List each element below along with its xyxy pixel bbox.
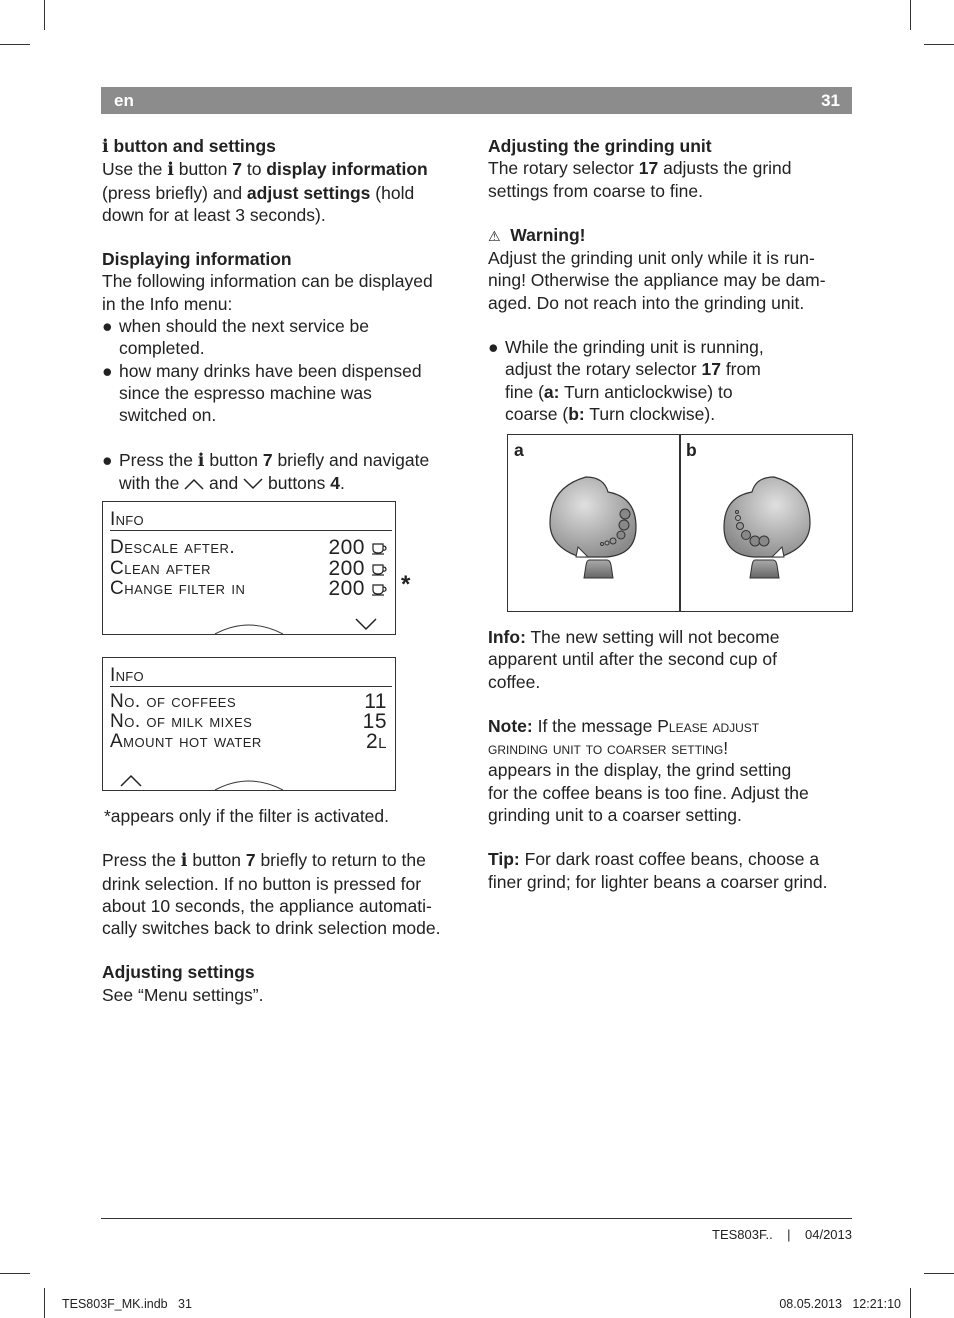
heading-displaying-information: Displaying information [102, 249, 292, 270]
right-column [488, 135, 858, 425]
heading-grinding-unit: Adjusting the grinding unit [488, 136, 712, 156]
warning-title: ⚠ Warning! [488, 224, 586, 245]
figure-a [507, 434, 681, 612]
left-column [102, 135, 467, 494]
rotary-selector-coarse-icon [680, 435, 852, 611]
footer-rule [101, 1218, 852, 1219]
list-item: ● how many drinks have been dispensed since the espresso machine was switched on. [102, 360, 422, 426]
footer-info: TES803F.. | 04/2013 [712, 1227, 852, 1242]
info-i-icon: i [180, 851, 188, 872]
chevron-up-icon [184, 478, 204, 490]
info-i-icon: i [102, 137, 109, 157]
note-paragraph: Note: If the message Please adjust grinding unit to coarser setting! appears in the display, the grind setting for the coffee beans is too fine. Adjust the grinding unit to a coarser setting. [488, 715, 809, 826]
crop-mark [910, 1288, 911, 1318]
page-number: 31 [821, 91, 840, 110]
issue-date: 04/2013 [805, 1227, 852, 1242]
language-tag: en [114, 91, 134, 110]
footnote: *appears only if the filter is activated. [104, 806, 390, 826]
right-column-lower [488, 626, 858, 893]
info-display-2 [102, 657, 396, 791]
display-row: Clean after 200 [110, 558, 387, 579]
warning-icon: ⚠ [488, 227, 501, 244]
crop-mark [0, 44, 30, 45]
crop-mark [924, 44, 954, 45]
display-info-text: The following information can be displayed in the Info menu: [102, 271, 433, 314]
info-paragraph: Info: The new setting will not become apparent until after the second cup of coffee. [488, 627, 780, 692]
section-title-i-button: i button and settings [102, 136, 276, 157]
list-item: ● when should the next service be completed. [102, 316, 370, 359]
crop-mark [44, 1288, 45, 1318]
print-slug-timestamp: 08.05.2013 12:21:10 [779, 1297, 901, 1311]
figure-label: b [686, 440, 697, 460]
bullet-icon: ● [102, 449, 113, 470]
display-title: Info [110, 665, 144, 686]
heading-adjusting-settings: Adjusting settings [102, 962, 255, 983]
crop-mark [0, 1273, 30, 1274]
display-row: Amount hot water 2l [110, 730, 387, 753]
crop-mark [910, 0, 911, 30]
info-i-icon: i [167, 160, 174, 181]
crop-mark [924, 1273, 954, 1274]
page-header-bar [101, 87, 852, 114]
display-arc [103, 658, 395, 790]
warning-text: Adjust the grinding unit only while it is run- ning! Otherwise the appliance may be dam- aged. Do not reach into the grinding unit. [488, 248, 826, 313]
crop-mark [44, 0, 45, 30]
info-display-1 [102, 501, 396, 635]
display-row: Descale after. 200 [110, 537, 387, 558]
display-arc [103, 502, 395, 634]
print-slug-file: TES803F_MK.indb 31 [62, 1297, 192, 1311]
list-item: ● Press the i button 7 briefly and navigate with the and buttons 4. [102, 449, 430, 493]
intro-paragraph: Use the i button 7 to display information (press briefly) and adjust settings (hold down for at least 3 seconds). [102, 159, 428, 225]
chevron-down-icon [243, 478, 263, 490]
rotary-selector-fine-icon [508, 435, 680, 611]
model-number: TES803F.. [712, 1227, 773, 1242]
display-row: No. of coffees 11 [110, 690, 387, 713]
tip-paragraph: Tip: For dark roast coffee beans, choose a finer grind; for lighter beans a coarser grind. [488, 849, 828, 892]
filter-asterisk: * [401, 571, 411, 598]
display-row: Change filter in 200 [110, 578, 387, 599]
info-i-icon: i [197, 450, 205, 471]
chevron-up-icon [121, 776, 141, 786]
return-paragraph: Press the i button 7 briefly to return to the drink selection. If no button is pressed for about 10 seconds, the appliance automati- cally switches back to drink selection mode. [102, 850, 441, 939]
left-column-lower [102, 805, 467, 1006]
bullet-icon: ● [488, 337, 499, 358]
display-title: Info [110, 509, 144, 530]
bullet-icon: ● [102, 360, 113, 381]
figure-label: a [514, 440, 524, 460]
figure-b [679, 434, 853, 612]
display-row: No. of milk mixes 15 [110, 710, 387, 733]
bullet-icon: ● [102, 316, 113, 337]
chevron-down-icon [356, 619, 376, 629]
list-item: ● While the grinding unit is running, adjust the rotary selector 17 from fine (a: Turn anticlockwise) to coarse (b: Turn clockwise). [488, 337, 764, 424]
grind-text: The rotary selector 17 adjusts the grind settings from coarse to fine. [488, 158, 792, 201]
adjust-text: See “Menu settings”. [102, 984, 264, 1005]
